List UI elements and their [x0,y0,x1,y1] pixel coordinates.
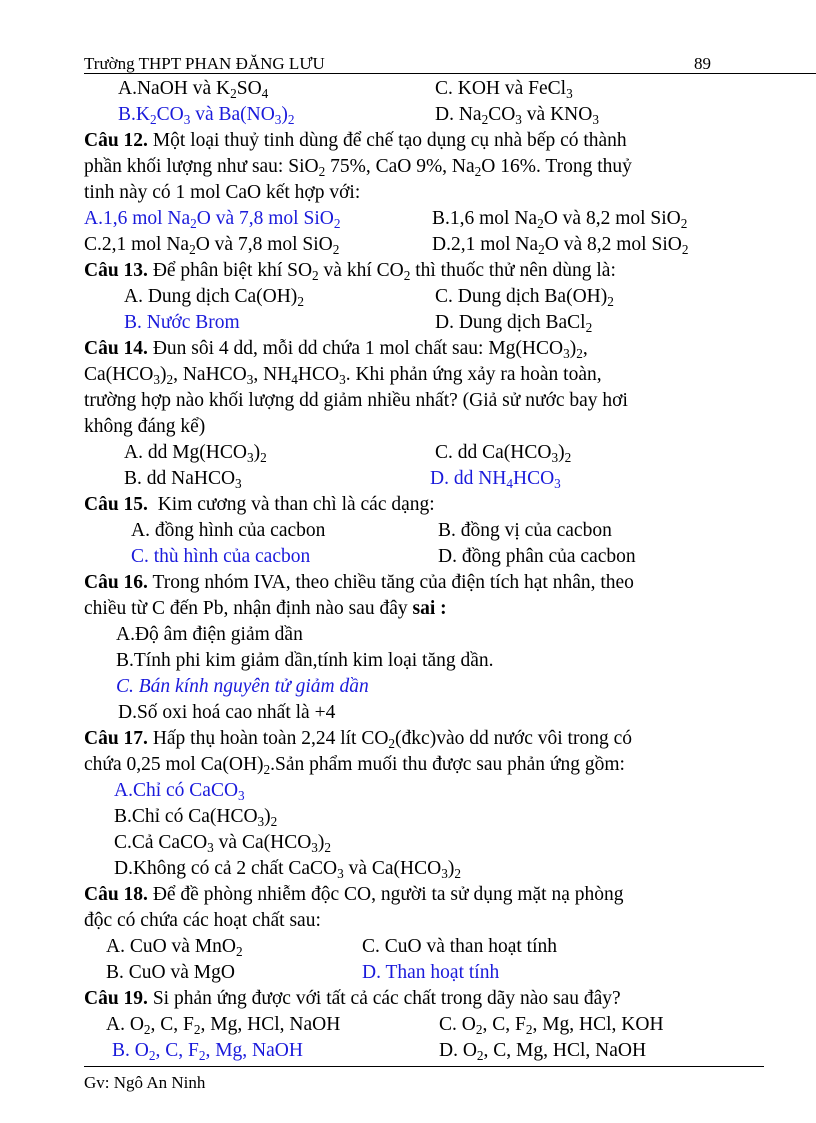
q14-line-1 [84,338,588,362]
q16-option-b: B.Tính phi kim giảm dần,tính kim loại tăng dần. [116,650,494,671]
q11-option-d: D. $Na_2CO_3$ và $KNO_3$ [435,104,599,128]
q13-line-1 [84,260,616,284]
q18-line-2: độc có chứa các hoạt chất sau: [84,910,321,931]
q12-option-d: D.2,1 mol $Na_2O$ và 8,2 mol SiO$_2$ [432,234,689,258]
q15-option-b: B. đồng vị của cacbon [438,520,612,541]
q13-label: Câu 13. [84,260,148,281]
q12-option-c: C.2,1 mol $Na_2O$ và 7,8 mol SiO$_2$ [84,234,340,258]
q19-line-1 [84,989,621,1009]
q14-option-c: C. dd $Ca(HCO_3)_2$ [435,442,572,466]
footer-teacher: Gv: Ngô An Ninh [84,1073,206,1092]
q16-keyword-sai: sai : [412,598,447,619]
q18-option-d-answer: D. Than hoạt tính [362,962,500,983]
q13-option-b-answer: B. Nước Brom [124,312,240,333]
header-rule [84,73,816,74]
q11-option-a: A.NaOH và $K_2SO_4$ [118,78,269,102]
q12-line-2: phần khối lượng như sau: SiO$_2$ 75%, CaO 9%, $Na_2O$ 16%. Trong thuỷ [84,156,632,180]
q12-option-a-answer: A.1,6 mol $Na_2O$ và 7,8 mol SiO$_2$ [84,208,341,232]
q11-option-c: C. KOH và FeCl$_3$ [435,78,573,102]
q15-option-a: A. đồng hình của cacbon [131,520,326,541]
q13-option-c: C. Dung dịch $Ba(OH)_2$ [435,286,614,310]
q14-line-2: $Ca(HCO_3)_2$, NaHCO$_3$, $NH_4HCO_3$. Khi phản ứng xảy ra hoàn toàn, [84,364,602,388]
q18-label: Câu 18. [84,884,148,905]
q18-option-a: A. CuO và MnO$_2$ [106,936,243,960]
q14-line-3: trường hợp nào khối lượng dd giảm nhiều nhất? (Giả sử nước bay hơi [84,390,628,411]
q17-label: Câu 17. [84,728,148,749]
q13-option-a: A. Dung dịch $Ca(OH)_2$ [124,286,304,310]
q11-option-b-answer: $B.K_2CO_3$ và $Ba(NO_3)_2$ [118,104,295,128]
q16-line-1 [84,573,634,593]
q14-option-b: B. dd NaHCO$_3$ [124,468,242,492]
q19-option-b-answer: B. $O_2$, C, $F_2$, Mg, NaOH [112,1040,303,1064]
q14-option-a: A. dd $Mg(HCO_3)_2$ [124,442,267,466]
q13-text-1: Để phân biệt khí $SO_2$ và khí $CO_2$ thì thuốc thử nên dùng là: [152,260,616,284]
q19-text-1: Si phản ứng được với tất cả các chất trong dãy nào sau đây? [152,988,621,1009]
q15-line-1 [84,495,435,515]
q15-option-d: D. đồng phân của cacbon [438,546,636,567]
header-school: Trường THPT PHAN ĐĂNG LƯU [84,54,325,73]
q18-text-1: Để đề phòng nhiễm độc CO, người ta sử dụng mặt nạ phòng [152,884,624,905]
q17-text-1: Hấp thụ hoàn toàn 2,24 lít $CO_2(đkc)vào$ dd nước vôi trong có [152,728,632,752]
page-number: 89 [694,54,711,73]
q12-option-b: B.1,6 mol $Na_2O$ và 8,2 mol SiO$_2$ [432,208,688,232]
q14-text-1: Đun sôi 4 dd, mỗi dd chứa 1 mol chất sau: $Mg(HCO_3)_2$, [152,338,588,362]
q16-line-2 [84,599,447,619]
q17-option-c: C.Cả CaCO$_3$ và $Ca(HCO_3)_2$ [114,832,332,856]
q16-text-1: Trong nhóm IVA, theo chiều tăng của điện tích hạt nhân, theo [152,572,634,593]
q17-line-1 [84,728,632,752]
q17-option-a-answer: A.Chỉ có CaCO$_3$ [114,780,245,804]
q18-line-1 [84,885,624,905]
q12-label: Câu 12. [84,130,148,151]
q18-option-b: B. CuO và MgO [106,962,235,983]
q19-option-a: A. $O_2$, C, $F_2$, Mg, HCl, NaOH [106,1014,341,1038]
q17-line-2: chứa 0,25 mol $Ca(OH)_2.Sản$ phẩm muối thu được sau phản ứng gồm: [84,754,625,778]
q15-text-1: Kim cương và than chì là các dạng: [157,494,435,515]
q19-option-d: D. $O_2$, C, Mg, HCl, NaOH [439,1040,647,1064]
q15-option-c-answer: C. thù hình của cacbon [131,546,311,567]
q12-line-1 [84,131,627,151]
q17-option-d: D.Không có cả 2 chất CaCO$_3$ và $Ca(HCO_3)_2$ [114,858,461,882]
q15-label: Câu 15. [84,494,148,515]
q13-option-d: D. Dung dịch BaCl$_2$ [435,312,593,336]
q16-option-d: D.Số oxi hoá cao nhất là +4 [118,702,336,723]
q17-option-b: B.Chỉ có $Ca(HCO_3)_2$ [114,806,278,830]
q16-label: Câu 16. [84,572,148,593]
q16-text-2: chiều từ C đến Pb, nhận định nào sau đây [84,598,408,619]
q19-label: Câu 19. [84,988,148,1009]
q19-option-c: C. $O_2$, C, $F_2$, Mg, HCl, KOH [439,1014,664,1038]
q18-option-c: C. CuO và than hoạt tính [362,936,557,957]
q16-option-c-answer: C. Bán kính nguyên tử giảm dần [116,676,369,697]
q16-option-a: A.Độ âm điện giảm dần [116,624,303,645]
q14-line-4: không đáng kể) [84,416,206,437]
q14-option-d-answer: D. dd $NH_4HCO_3$ [430,468,561,492]
footer-rule [84,1066,764,1067]
q14-label: Câu 14. [84,338,148,359]
q12-line-3: tinh này có 1 mol CaO kết hợp với: [84,182,361,203]
q12-text-1: Một loại thuỷ tinh dùng để chế tạo dụng cụ nhà bếp có thành [152,130,627,151]
